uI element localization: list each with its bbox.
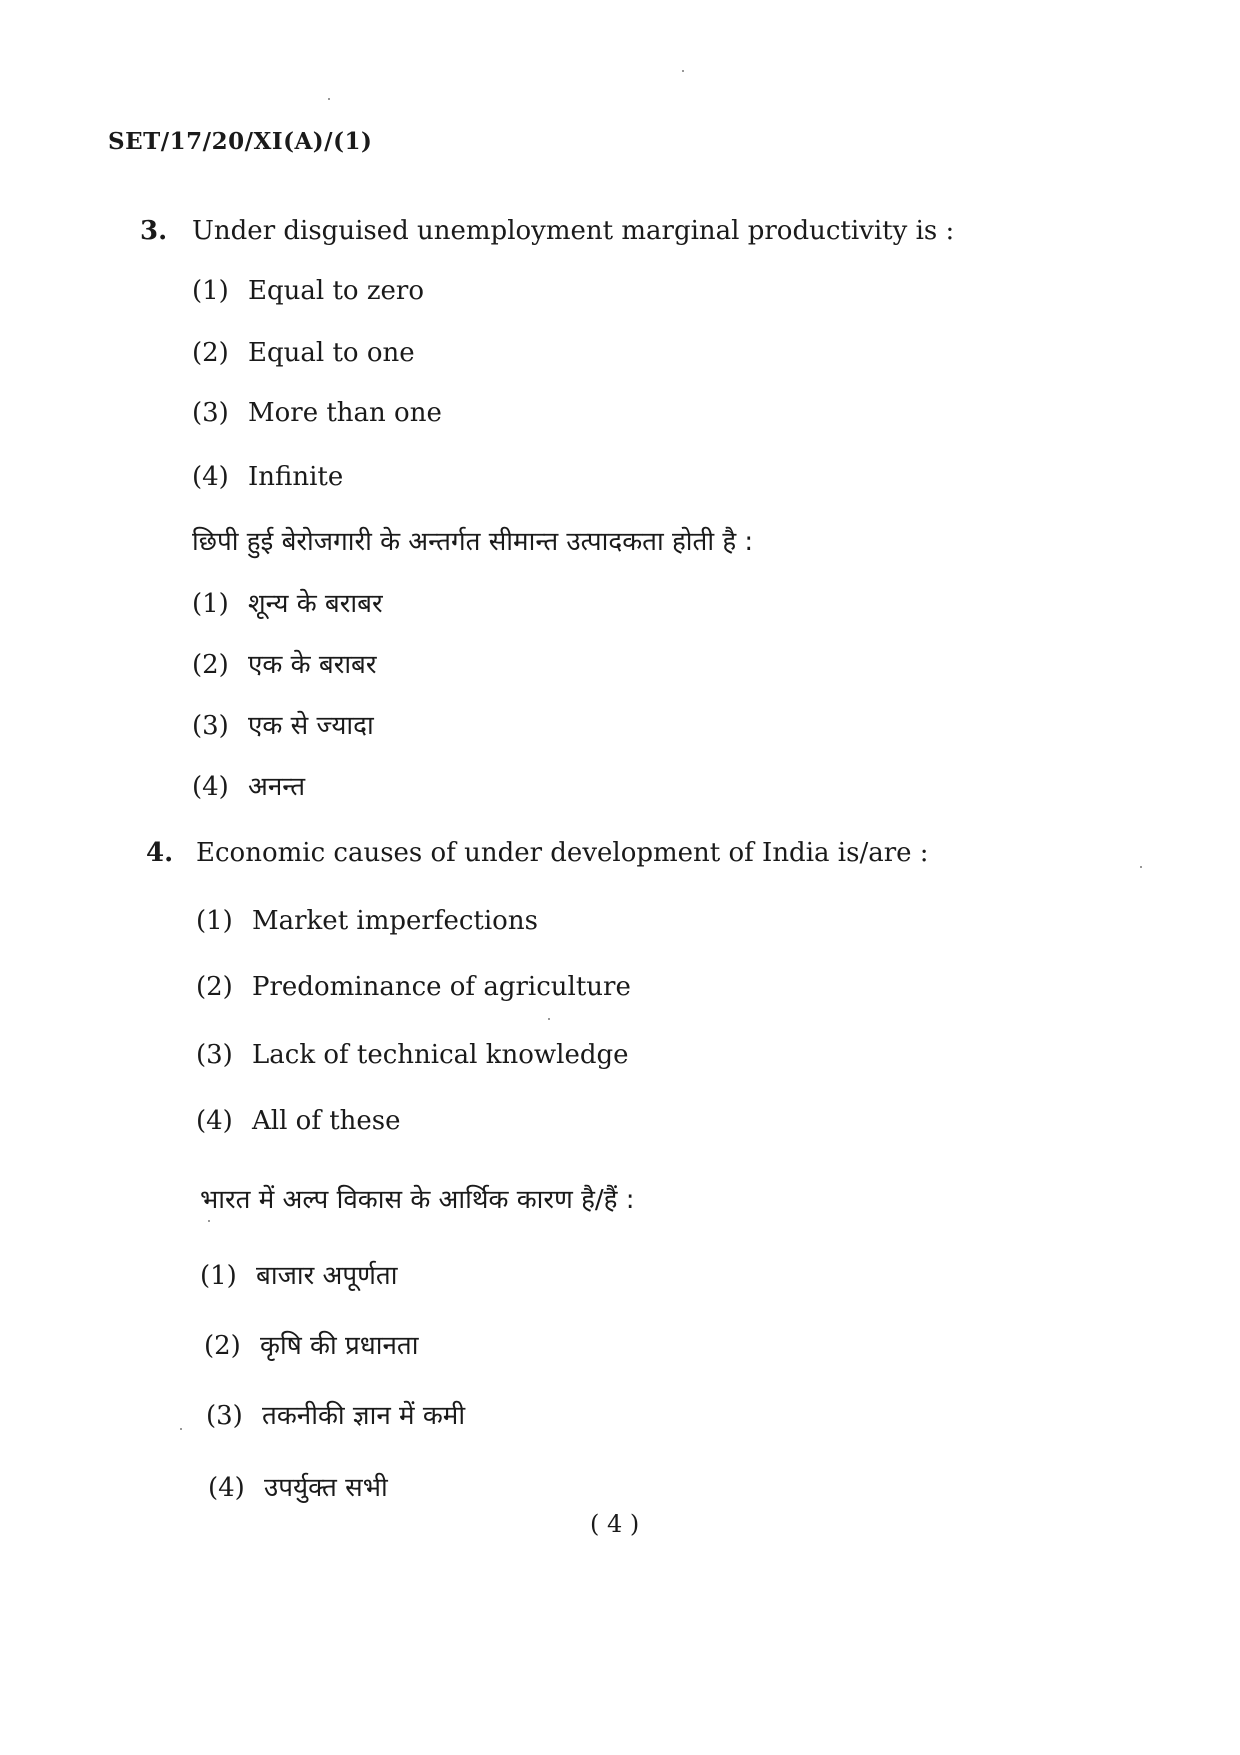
scan-speck <box>328 98 330 100</box>
question-4-hindi-option-3 <box>206 1396 465 1432</box>
option-text: उपर्युक्त सभी <box>264 1473 388 1503</box>
question-3-number: 3. <box>140 216 168 246</box>
option-text: बाजार अपूर्णता <box>256 1261 398 1291</box>
paper-code-header: SET/17/20/XI(A)/(1) <box>108 128 373 155</box>
question-4-hindi-text: भारत में अल्प विकास के आर्थिक कारण है/हैं : <box>200 1185 635 1215</box>
option-text: शून्य के बराबर <box>248 589 383 619</box>
option-number: (3) <box>196 1040 233 1070</box>
question-3-hindi-text: छिपी हुई बेरोजगारी के अन्तर्गत सीमान्त उत्पादकता होती है : <box>192 527 754 557</box>
option-text: Equal to one <box>248 338 415 368</box>
option-number: (2) <box>204 1331 241 1361</box>
option-text: अनन्त <box>248 772 306 802</box>
option-text: एक के बराबर <box>248 650 377 680</box>
scan-speck <box>208 1220 210 1222</box>
option-text: Predominance of agriculture <box>252 972 631 1002</box>
question-3-hindi-option-3 <box>192 706 374 742</box>
scan-speck <box>548 1018 550 1020</box>
option-text: All of these <box>252 1106 401 1136</box>
question-3-option-1 <box>192 276 424 306</box>
question-4-number: 4. <box>146 838 174 868</box>
option-text: Infinite <box>248 462 344 492</box>
option-number: (4) <box>208 1473 245 1503</box>
question-3-hindi-option-4 <box>192 767 305 803</box>
option-number: (3) <box>192 711 229 741</box>
question-3-option-4 <box>192 462 343 492</box>
option-text: कृषि की प्रधानता <box>260 1331 419 1361</box>
option-text: More than one <box>248 398 442 428</box>
option-number: (2) <box>192 650 229 680</box>
scan-speck <box>1140 866 1142 868</box>
option-text: एक से ज्यादा <box>248 711 374 741</box>
question-4-option-1 <box>196 906 538 936</box>
question-3-text: Under disguised unemployment marginal productivity is : <box>192 216 955 246</box>
option-number: (1) <box>192 276 229 306</box>
question-4-option-3 <box>196 1040 629 1070</box>
question-4-hindi-option-4 <box>208 1468 388 1504</box>
scan-speck <box>180 1428 182 1430</box>
option-number: (1) <box>196 906 233 936</box>
option-number: (2) <box>192 338 229 368</box>
option-text: Equal to zero <box>248 276 424 306</box>
option-text: Lack of technical knowledge <box>252 1040 629 1070</box>
question-4-option-4 <box>196 1106 401 1136</box>
option-number: (1) <box>200 1261 237 1291</box>
question-3-option-3 <box>192 398 442 428</box>
question-4-hindi-option-2 <box>204 1326 418 1362</box>
question-3-option-2 <box>192 338 415 368</box>
option-number: (1) <box>192 589 229 619</box>
option-number: (4) <box>192 462 229 492</box>
option-number: (3) <box>192 398 229 428</box>
option-number: (3) <box>206 1401 243 1431</box>
option-text: Market imperfections <box>252 906 538 936</box>
question-4-text: Economic causes of under development of India is/are : <box>196 838 929 868</box>
question-3-hindi-option-2 <box>192 645 377 681</box>
question-3-hindi-option-1 <box>192 584 383 620</box>
question-4-hindi-option-1 <box>200 1256 398 1292</box>
option-number: (4) <box>192 772 229 802</box>
question-4-option-2 <box>196 972 631 1002</box>
option-number: (2) <box>196 972 233 1002</box>
option-text: तकनीकी ज्ञान में कमी <box>262 1401 466 1431</box>
scan-speck <box>682 70 684 72</box>
option-number: (4) <box>196 1106 233 1136</box>
page-number: ( 4 ) <box>590 1510 640 1538</box>
